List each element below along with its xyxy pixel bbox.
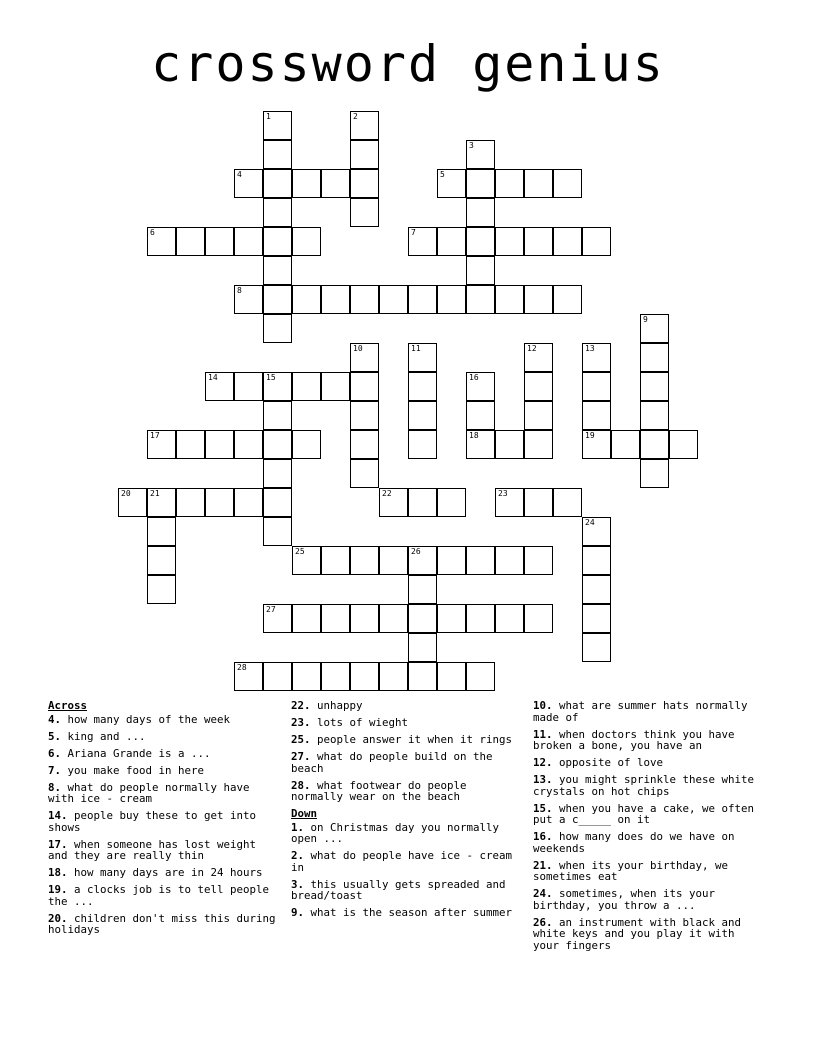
grid-cell[interactable] [350, 662, 379, 691]
clue-item-number: 7. [48, 763, 62, 777]
grid-cell[interactable] [611, 430, 640, 459]
grid-cell[interactable] [437, 285, 466, 314]
clue-item-number: 3. [291, 877, 305, 891]
grid-cell[interactable] [524, 169, 553, 198]
grid-cell[interactable] [350, 140, 379, 169]
across-clue-list [48, 714, 280, 936]
grid-cell[interactable] [582, 430, 611, 459]
clue-item-number: 16. [533, 830, 553, 843]
clue-number: 3 [469, 141, 474, 150]
down-clue-list-continued [533, 700, 765, 951]
grid-cell[interactable] [495, 169, 524, 198]
grid-cell[interactable] [176, 488, 205, 517]
clue-item-text: lots of wieght [310, 716, 409, 729]
grid-cell[interactable] [437, 488, 466, 517]
clue-item [48, 839, 280, 862]
grid-cell[interactable] [350, 198, 379, 227]
clue-number: 19 [585, 431, 595, 440]
grid-cell[interactable] [263, 169, 292, 198]
grid-cell[interactable] [292, 430, 321, 459]
clue-item [533, 917, 765, 952]
clue-item-number: 10. [533, 699, 553, 712]
clue-item-text: people answer it when it rings [310, 733, 513, 746]
grid-cell[interactable] [408, 401, 437, 430]
grid-cell[interactable] [234, 169, 263, 198]
clue-item-text: children don't miss this during holidays [48, 911, 276, 936]
grid-cell[interactable] [147, 227, 176, 256]
grid-cell[interactable] [147, 517, 176, 546]
grid-cell[interactable] [524, 285, 553, 314]
clue-item-number: 2. [291, 849, 305, 862]
grid-cell[interactable] [118, 488, 147, 517]
grid-cell[interactable] [582, 633, 611, 662]
clue-item-text: how many days are in 24 hours [67, 866, 263, 879]
grid-cell[interactable] [582, 546, 611, 575]
clue-item-number: 4. [48, 712, 62, 726]
across-heading: Across [48, 699, 88, 712]
grid-cell[interactable] [437, 546, 466, 575]
grid-cell[interactable] [495, 227, 524, 256]
clue-item [291, 751, 523, 774]
clue-item-number: 15. [533, 801, 553, 815]
grid-cell[interactable] [321, 662, 350, 691]
grid-cell[interactable] [495, 430, 524, 459]
clue-item-number: 24. [533, 887, 553, 900]
clue-number: 27 [266, 605, 276, 614]
grid-cell[interactable] [205, 430, 234, 459]
grid-cell[interactable] [524, 604, 553, 633]
clue-item-number: 18. [48, 866, 68, 879]
clue-item-number: 25. [291, 733, 311, 746]
grid-cell[interactable] [408, 662, 437, 691]
grid-cell[interactable] [350, 459, 379, 488]
grid-cell[interactable] [466, 285, 495, 314]
grid-cell[interactable] [553, 285, 582, 314]
grid-cell[interactable] [437, 604, 466, 633]
grid-cell[interactable] [524, 227, 553, 256]
clue-item [48, 913, 280, 936]
clue-item-text: opposite of love [552, 756, 664, 769]
clue-number: 17 [150, 431, 160, 440]
clue-number: 7 [411, 228, 416, 237]
grid-cell[interactable] [524, 546, 553, 575]
clue-number: 13 [585, 344, 595, 353]
grid-cell[interactable] [205, 488, 234, 517]
clue-item [48, 782, 280, 805]
clue-number: 20 [121, 489, 131, 498]
clue-item-number: 20. [48, 911, 68, 925]
clue-number: 4 [237, 170, 242, 179]
grid-cell[interactable] [495, 488, 524, 517]
clue-item-number: 8. [48, 780, 62, 794]
grid-cell[interactable] [408, 372, 437, 401]
grid-cell[interactable] [640, 459, 669, 488]
grid-cell[interactable] [234, 285, 263, 314]
grid-cell[interactable] [466, 256, 495, 285]
grid-cell[interactable] [408, 430, 437, 459]
grid-cell[interactable] [263, 401, 292, 430]
clue-item [291, 780, 523, 803]
grid-cell[interactable] [524, 372, 553, 401]
grid-cell[interactable] [321, 546, 350, 575]
grid-cell[interactable] [553, 227, 582, 256]
grid-cell[interactable] [495, 546, 524, 575]
clue-item-number: 13. [533, 773, 553, 786]
grid-cell[interactable] [350, 546, 379, 575]
clue-number: 26 [411, 547, 421, 556]
grid-cell[interactable] [292, 227, 321, 256]
grid-cell[interactable] [205, 372, 234, 401]
clue-item [533, 774, 765, 797]
grid-cell[interactable] [466, 169, 495, 198]
grid-cell[interactable] [408, 488, 437, 517]
clue-item [48, 714, 280, 726]
clue-item [533, 700, 765, 723]
grid-cell[interactable] [147, 430, 176, 459]
clue-item [48, 884, 280, 907]
clue-item [533, 729, 765, 752]
clue-item-text: how many does do we have on weekends [533, 830, 735, 855]
clue-item [48, 748, 280, 760]
clue-number: 23 [498, 489, 508, 498]
grid-cell[interactable] [205, 227, 234, 256]
grid-cell[interactable] [582, 604, 611, 633]
clue-item-text: people buy these to get into shows [48, 809, 257, 834]
clue-item [291, 879, 523, 902]
grid-cell[interactable] [147, 546, 176, 575]
grid-cell[interactable] [321, 169, 350, 198]
grid-cell[interactable] [321, 372, 350, 401]
clue-item [48, 810, 280, 833]
clue-item [291, 717, 523, 729]
clue-item-text: what do people normally have with ice - cream [48, 780, 250, 805]
clue-item [291, 700, 523, 712]
grid-cell[interactable] [263, 372, 292, 401]
clue-item-text: sometimes, when its your birthday, you throw a ... [533, 887, 716, 912]
clue-item-number: 26. [533, 915, 553, 929]
grid-cell[interactable] [263, 314, 292, 343]
clue-number: 2 [353, 112, 358, 121]
grid-cell[interactable] [408, 546, 437, 575]
clue-item-text: what is the season after summer [304, 906, 513, 919]
grid-cell[interactable] [263, 140, 292, 169]
grid-cell[interactable] [176, 227, 205, 256]
grid-cell[interactable] [640, 314, 669, 343]
grid-cell[interactable] [524, 488, 553, 517]
clue-item-number: 1. [291, 820, 305, 834]
clue-item-text: when you have a cake, we often put a c_____ on it [533, 801, 755, 826]
clue-item [533, 803, 765, 826]
clue-item [291, 907, 523, 919]
clue-number: 11 [411, 344, 421, 353]
grid-cell[interactable] [495, 285, 524, 314]
clue-number: 1 [266, 112, 271, 121]
grid-cell[interactable] [292, 662, 321, 691]
grid-cell[interactable] [466, 430, 495, 459]
grid-cell[interactable] [437, 169, 466, 198]
grid-cell[interactable] [408, 227, 437, 256]
grid-cell[interactable] [292, 285, 321, 314]
grid-cell[interactable] [263, 198, 292, 227]
grid-cell[interactable] [292, 169, 321, 198]
clue-number: 8 [237, 286, 242, 295]
grid-cell[interactable] [408, 285, 437, 314]
clue-item [533, 831, 765, 854]
clue-number: 18 [469, 431, 479, 440]
clue-item-number: 28. [291, 778, 311, 792]
clues-column-3 [533, 700, 765, 957]
grid-cell[interactable] [321, 285, 350, 314]
clue-number: 16 [469, 373, 479, 382]
grid-cell[interactable] [350, 604, 379, 633]
clue-item [533, 757, 765, 769]
grid-cell[interactable] [234, 430, 263, 459]
grid-cell[interactable] [379, 285, 408, 314]
clue-item-text: you might sprinkle these white crystals on hot chips [533, 773, 755, 798]
grid-cell[interactable] [350, 343, 379, 372]
clue-item [48, 731, 280, 743]
clue-item-text: you make food in here [61, 763, 205, 777]
grid-cell[interactable] [582, 372, 611, 401]
grid-cell[interactable] [234, 372, 263, 401]
page-title: crossword genius [151, 35, 665, 93]
grid-cell[interactable] [379, 662, 408, 691]
clue-item-text: king and ... [61, 729, 146, 743]
clue-number: 15 [266, 373, 276, 382]
grid-cell[interactable] [408, 575, 437, 604]
clue-item-number: 6. [48, 746, 62, 760]
grid-cell[interactable] [292, 372, 321, 401]
grid-cell[interactable] [263, 111, 292, 140]
grid-cell[interactable] [263, 459, 292, 488]
clue-number: 22 [382, 489, 392, 498]
grid-cell[interactable] [176, 430, 205, 459]
clue-item-text: when doctors think you have broken a bone, you have an [533, 727, 735, 752]
clue-item-text: when its your birthday, we sometimes eat [533, 858, 729, 883]
clue-number: 12 [527, 344, 537, 353]
grid-cell[interactable] [408, 604, 437, 633]
grid-cell[interactable] [466, 140, 495, 169]
clue-item-number: 14. [48, 809, 68, 822]
grid-cell[interactable] [408, 343, 437, 372]
grid-cell[interactable] [263, 285, 292, 314]
clue-item-text: unhappy [310, 699, 363, 712]
clue-item [48, 765, 280, 777]
grid-cell[interactable] [234, 488, 263, 517]
grid-cell[interactable] [263, 430, 292, 459]
grid-cell[interactable] [466, 662, 495, 691]
grid-cell[interactable] [379, 488, 408, 517]
grid-cell[interactable] [669, 430, 698, 459]
clue-item-text: how many days of the week [61, 712, 231, 726]
grid-cell[interactable] [292, 604, 321, 633]
grid-cell[interactable] [582, 227, 611, 256]
grid-cell[interactable] [582, 517, 611, 546]
grid-cell[interactable] [524, 343, 553, 372]
clue-number: 5 [440, 170, 445, 179]
clue-item-number: 12. [533, 756, 553, 769]
clue-number: 28 [237, 663, 247, 672]
grid-cell[interactable] [640, 372, 669, 401]
grid-cell[interactable] [582, 401, 611, 430]
clue-item-number: 19. [48, 883, 68, 896]
clue-item-text: this usually gets spreaded and bread/toast [291, 877, 506, 902]
grid-cell[interactable] [147, 575, 176, 604]
clue-item-number: 9. [291, 906, 305, 919]
clue-item-text: when someone has lost weight and they are really thin [48, 837, 257, 862]
grid-cell[interactable] [350, 169, 379, 198]
grid-cell[interactable] [350, 285, 379, 314]
grid-cell[interactable] [263, 604, 292, 633]
clues-column-2 [291, 700, 523, 924]
grid-cell[interactable] [466, 546, 495, 575]
clue-item-number: 21. [533, 858, 553, 872]
down-heading: Down [291, 807, 318, 820]
grid-cell[interactable] [582, 343, 611, 372]
clue-item-text: what are summer hats normally made of [533, 699, 748, 724]
grid-cell[interactable] [263, 662, 292, 691]
clues-column-1 [48, 700, 280, 941]
clue-number: 6 [150, 228, 155, 237]
grid-cell[interactable] [466, 227, 495, 256]
clue-item-number: 27. [291, 750, 311, 763]
grid-cell[interactable] [263, 488, 292, 517]
clue-item-number: 5. [48, 729, 62, 743]
clue-number: 21 [150, 489, 160, 498]
clue-item-text: on Christmas day you normally open ... [291, 820, 500, 845]
clue-item-number: 23. [291, 716, 311, 729]
grid-cell[interactable] [350, 111, 379, 140]
grid-cell[interactable] [640, 401, 669, 430]
down-clue-list [291, 822, 523, 919]
clue-item-text: Ariana Grande is a ... [61, 746, 211, 760]
clue-item-text: what footwear do people normally wear on the beach [291, 778, 467, 803]
clue-item-text: a clocks job is to tell people the ... [48, 883, 270, 908]
grid-cell[interactable] [640, 430, 669, 459]
grid-cell[interactable] [147, 488, 176, 517]
grid-cell[interactable] [437, 227, 466, 256]
clue-item [291, 850, 523, 873]
grid-cell[interactable] [379, 604, 408, 633]
grid-cell[interactable] [263, 227, 292, 256]
clue-item [48, 867, 280, 879]
grid-cell[interactable] [466, 401, 495, 430]
grid-cell[interactable] [466, 198, 495, 227]
grid-cell[interactable] [408, 633, 437, 662]
grid-cell[interactable] [553, 488, 582, 517]
grid-cell[interactable] [234, 662, 263, 691]
clue-item-text: what do people have ice - cream in [291, 849, 513, 874]
grid-cell[interactable] [350, 372, 379, 401]
grid-cell[interactable] [379, 546, 408, 575]
clue-number: 10 [353, 344, 363, 353]
across-clue-list-continued [291, 700, 523, 803]
grid-cell[interactable] [321, 604, 350, 633]
clue-item-number: 11. [533, 727, 553, 741]
clue-item-number: 17. [48, 837, 68, 851]
clue-item-text: what do people build on the beach [291, 750, 493, 775]
grid-cell[interactable] [234, 227, 263, 256]
grid-cell[interactable] [524, 401, 553, 430]
grid-cell[interactable] [553, 169, 582, 198]
grid-cell[interactable] [437, 662, 466, 691]
grid-cell[interactable] [524, 430, 553, 459]
grid-cell[interactable] [350, 401, 379, 430]
clue-number: 14 [208, 373, 218, 382]
clue-number: 24 [585, 518, 595, 527]
grid-cell[interactable] [495, 604, 524, 633]
clue-item-number: 22. [291, 699, 311, 712]
clue-item [533, 888, 765, 911]
grid-cell[interactable] [350, 430, 379, 459]
clue-item [291, 734, 523, 746]
clue-item [291, 822, 523, 845]
clue-number: 25 [295, 547, 305, 556]
grid-cell[interactable] [466, 372, 495, 401]
clue-item [533, 860, 765, 883]
grid-cell[interactable] [466, 604, 495, 633]
grid-cell[interactable] [263, 517, 292, 546]
grid-cell[interactable] [263, 256, 292, 285]
clue-item-text: an instrument with black and white keys and you play it with your fingers [533, 915, 742, 952]
grid-cell[interactable] [582, 575, 611, 604]
grid-cell[interactable] [640, 343, 669, 372]
clue-number: 9 [643, 315, 648, 324]
grid-cell[interactable] [292, 546, 321, 575]
